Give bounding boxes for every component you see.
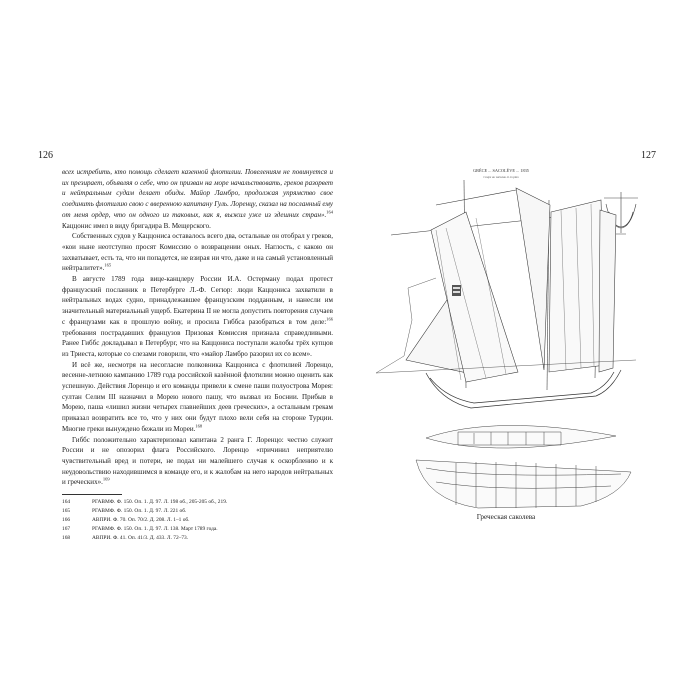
paragraph: Гиббс положительно характеризовал капитана 2 ранга Г. Лоренцо: честно служит России и не опозорил флага Российского. Лоренцо «причинил неприятелю чувствительный вред и потери, не подал ни малейшего случая к оскорблению и к неудовольствию находившимся в команде его, и к жалобам на него народов нейтральных и греческих».$^{169}$	[62, 435, 333, 487]
left-page-text	[62, 167, 333, 543]
sail-plan-view	[376, 180, 636, 390]
left-page-number: 126	[38, 150, 53, 161]
footnote-rule	[62, 494, 122, 495]
footnote: 166 АВПРИ. Ф. 70. Оп. 70/2. Д. 208. Л. 1–1 об.	[62, 516, 190, 523]
right-page-number: 127	[641, 150, 656, 161]
drawing-caption: Греческая саколева	[476, 513, 536, 521]
hull-longitudinal-section	[416, 460, 631, 508]
footnote: 164 РГАВМФ. Ф. 150. Оп. 1. Д. 97. Л. 198 об., 205-205 об., 219.	[62, 499, 228, 506]
paragraph: всех истребить, кто помощь сделает казенной флотилии. Повелениям не повинуется и их презирает, объявляя о себе, что он призван на море начальствовать, греков разорвет и нейтральным судам делает обиды. Майор Ламбро, продолжая упрямство свое соединить флотилию свою с вверенною капитану Гуль. Лоренцу, сказал на посланный ему от меня ордер, что он одного из таковых, как я, выжил уже из здешних стран».$^{164}$ Каццонис имел в виду бригадира В. Мещерского.	[62, 168, 333, 230]
footnote: 168 АВПРИ. Ф. 41. Оп. 41/3. Д. 433. Л. 72–73.	[62, 534, 189, 541]
footnotes	[62, 498, 333, 543]
paragraph: В августе 1789 года вице-канцлеру России И.А. Остерману подал протест французский посланник в Петербурге Л.-Ф. Сегюр: люди Каццониса захватили в нейтральных водах судно, принадлежавшее французским подданным, и нанесли им значительный материальный ущерб. Екатерина II не могла допустить повторения случаев с французами как в прошлую войну, и просила Гиббса разобраться в том деле:$^{166}$ требования пострадавших французов Призовая Комиссия признала справедливыми. Ранее Гиббс докладывал в Петербург, что на Каццониса поступали жалобы трёх купцов из Триеста, которые со слезами говорили, что «майор Ламбро разорил их со всем».	[62, 275, 333, 358]
flag-icon	[452, 285, 461, 296]
paragraph: И всё же, несмотря на несогласие полковника Каццониса с флотилией Лоренцо, весенне-летнюю кампанию 1789 года российской казённой флотилии можно оценить как успешную. Действия Лоренцо и его команды привели к смене паши полуострова Морея: султан Селим III назначил в Морею нового пашу, что вызвал из Боснии. Прибыв в Морею, паша «лишил жизни четырех главнейших деев греческих», а остальным грекам приказал возвратить все то, что у них они будут плохо вели себя на стороне Турции. Многие греки вынуждено бежали из Мореи.$^{168}$	[62, 360, 333, 433]
ship-drawing	[366, 160, 646, 520]
drawing-subtitle: Coupe au vaisseau et en plan	[483, 175, 519, 179]
hull-profile-view	[426, 370, 621, 408]
footnote: 165 РГАВМФ. Ф. 150. Оп. 1. Д. 97. Л. 221 об.	[62, 508, 187, 514]
deck-plan-view	[426, 425, 616, 448]
paragraph: Собственных судов у Каццониса оставалось всего два, остальные он отобрал у греков, «кои ныне неотступно просят Комиссию о возвращении оных. Наглость, с какою он захватывает, есть та, что ни попадется, не взирая ни что, даже и на самый установленный нейтралитет».$^{165}$	[62, 232, 333, 273]
drawing-title: GRÈCE ... SACOLÈVE ... 1835	[473, 168, 529, 173]
footnote: 167 РГАВМФ. Ф. 150. Оп. 1. Д. 97. Л. 138. Март 1789 года.	[62, 525, 218, 532]
